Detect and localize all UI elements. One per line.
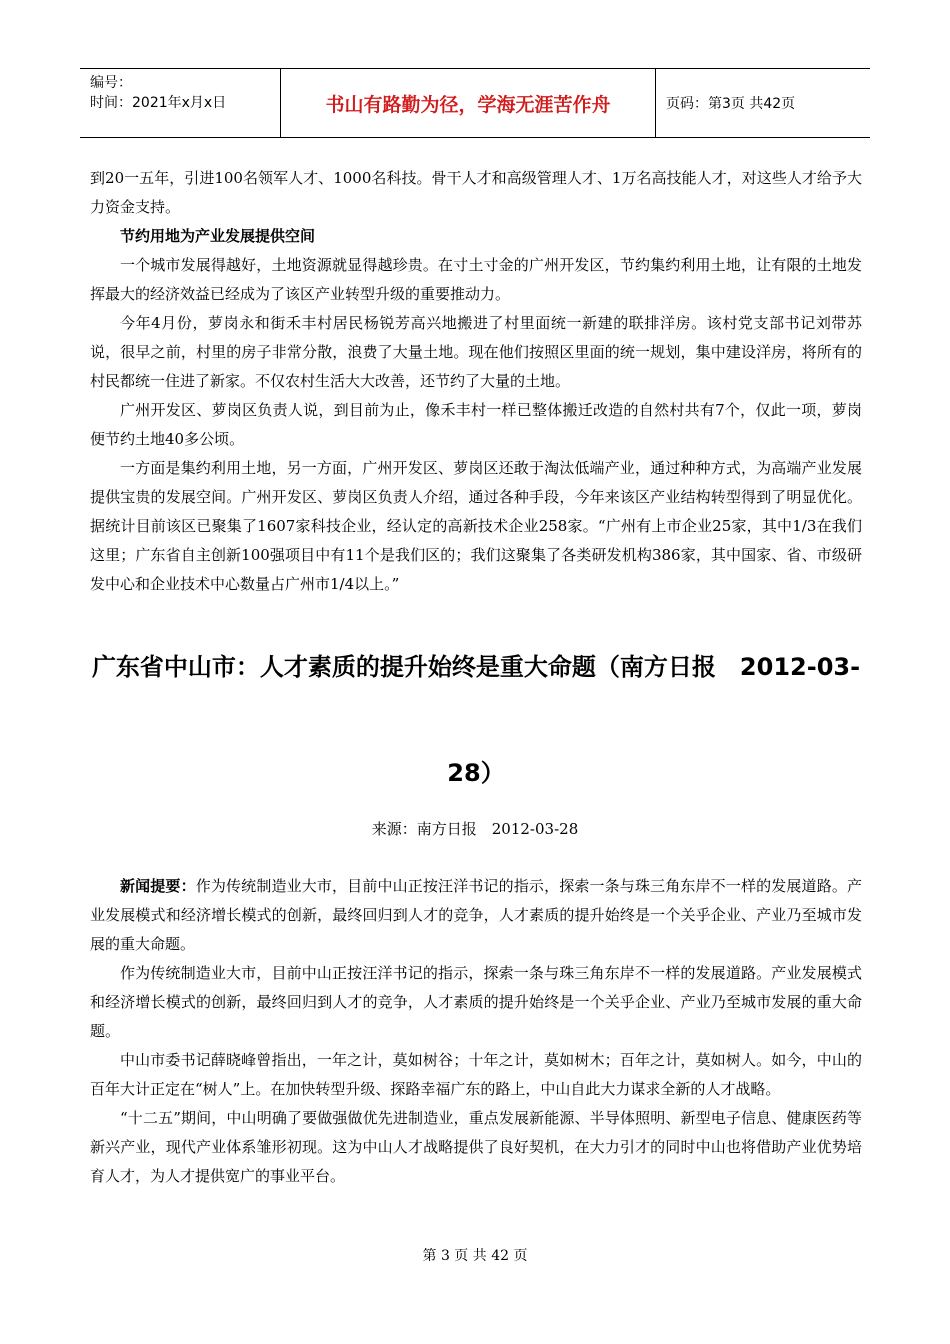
- paragraph: 中山市委书记薛晓峰曾指出，一年之计，莫如树谷；十年之计，莫如树木；百年之计，莫如树人。如今，中山的百年大计正定在“树人”上。在加快转型升级、探路幸福广东的路上，中山自此大力谋求全新的人才战略。: [90, 1051, 862, 1098]
- paragraph: “十二五”期间，中山明确了要做强做优先进制造业，重点发展新能源、半导体照明、新型电子信息、健康医药等新兴产业，现代产业体系雏形初现。这为中山人才战略提供了良好契机，在大力引才的同时中山也将借助产业优势培育人才，为人才提供宽广的事业平台。: [90, 1109, 862, 1185]
- header-motto: 书山有路勤为径，学海无涯苦作舟: [280, 69, 656, 137]
- article-title: 广东省中山市：人才素质的提升始终是重大命题（南方日报 2012-03-28）: [91, 653, 861, 787]
- summary-text: 作为传统制造业大市，目前中山正按汪洋书记的指示，探索一条与珠三角东岸不一样的发展道路。产业发展模式和经济增长模式的创新，最终回归到人才的竞争，人才素质的提升始终是一个关乎企业、产业乃至城市发展的重大命题。: [90, 877, 862, 953]
- article-source: 来源：南方日报 2012-03-28: [371, 820, 579, 838]
- header-meta: [80, 69, 280, 137]
- paragraph: 一个城市发展得越好，土地资源就显得越珍贵。在寸土寸金的广州开发区，节约集约利用土地，让有限的土地发挥最大的经济效益已经成为了该区产业转型升级的重要推动力。: [90, 256, 862, 303]
- paragraph: 作为传统制造业大市，目前中山正按汪洋书记的指示，探索一条与珠三角东岸不一样的发展道路。产业发展模式和经济增长模式的创新，最终回归到人才的竞争，人才素质的提升始终是一个关乎企业、产业乃至城市发展的重大命题。: [90, 964, 862, 1040]
- document-number-label: 编号：: [90, 75, 132, 91]
- page-footer: 第 3 页 共 42 页: [422, 1248, 528, 1264]
- paragraph: 到20一五年，引进100名领军人才、1000名科技。骨干人才和高级管理人才、1万名高技能人才，对这些人才给予大力资金支持。: [90, 169, 862, 216]
- news-summary: [90, 872, 862, 959]
- paragraph: 一方面是集约利用土地，另一方面，广州开发区、萝岗区还敢于淘汰低端产业，通过种种方式，为高端产业发展提供宝贵的发展空间。广州开发区、萝岗区负责人介绍，通过各种手段，今年来该区产业结构转型得到了明显优化。据统计目前该区已聚集了1607家科技企业，经认定的高新技术企业258家。“广州有上市企业25家，其中1/3在我们这里；广东省自主创新100强项目中有11个是我们区的；我们这聚集了各类研发机构386家，其中国家、省、市级研发中心和企业技术中心数量占广州市1/4以上。”: [90, 459, 862, 593]
- section-land-use: [90, 164, 862, 599]
- section-heading: 节约用地为产业发展提供空间: [120, 227, 316, 245]
- header-page-info: 页码：第3页 共42页: [666, 96, 796, 112]
- summary-label: 新闻提要：: [120, 877, 196, 895]
- article-body: [90, 872, 862, 1191]
- paragraph: 广州开发区、萝岗区负责人说，到目前为止，像禾丰村一样已整体搬迁改造的自然村共有7个，仅此一项，萝岗便节约土地40多公顷。: [90, 401, 862, 448]
- paragraph: 今年4月份，萝岗永和街禾丰村居民杨锐芳高兴地搬进了村里面统一新建的联排洋房。该村党支部书记刘带苏说，很早之前，村里的房子非常分散，浪费了大量土地。现在他们按照区里面的统一规划，集中建设洋房，将所有的村民都统一住进了新家。不仅农村生活大大改善，还节约了大量的土地。: [90, 314, 862, 390]
- page-header: [80, 68, 870, 138]
- document-time-label: 时间：2021年x月x日: [90, 95, 227, 111]
